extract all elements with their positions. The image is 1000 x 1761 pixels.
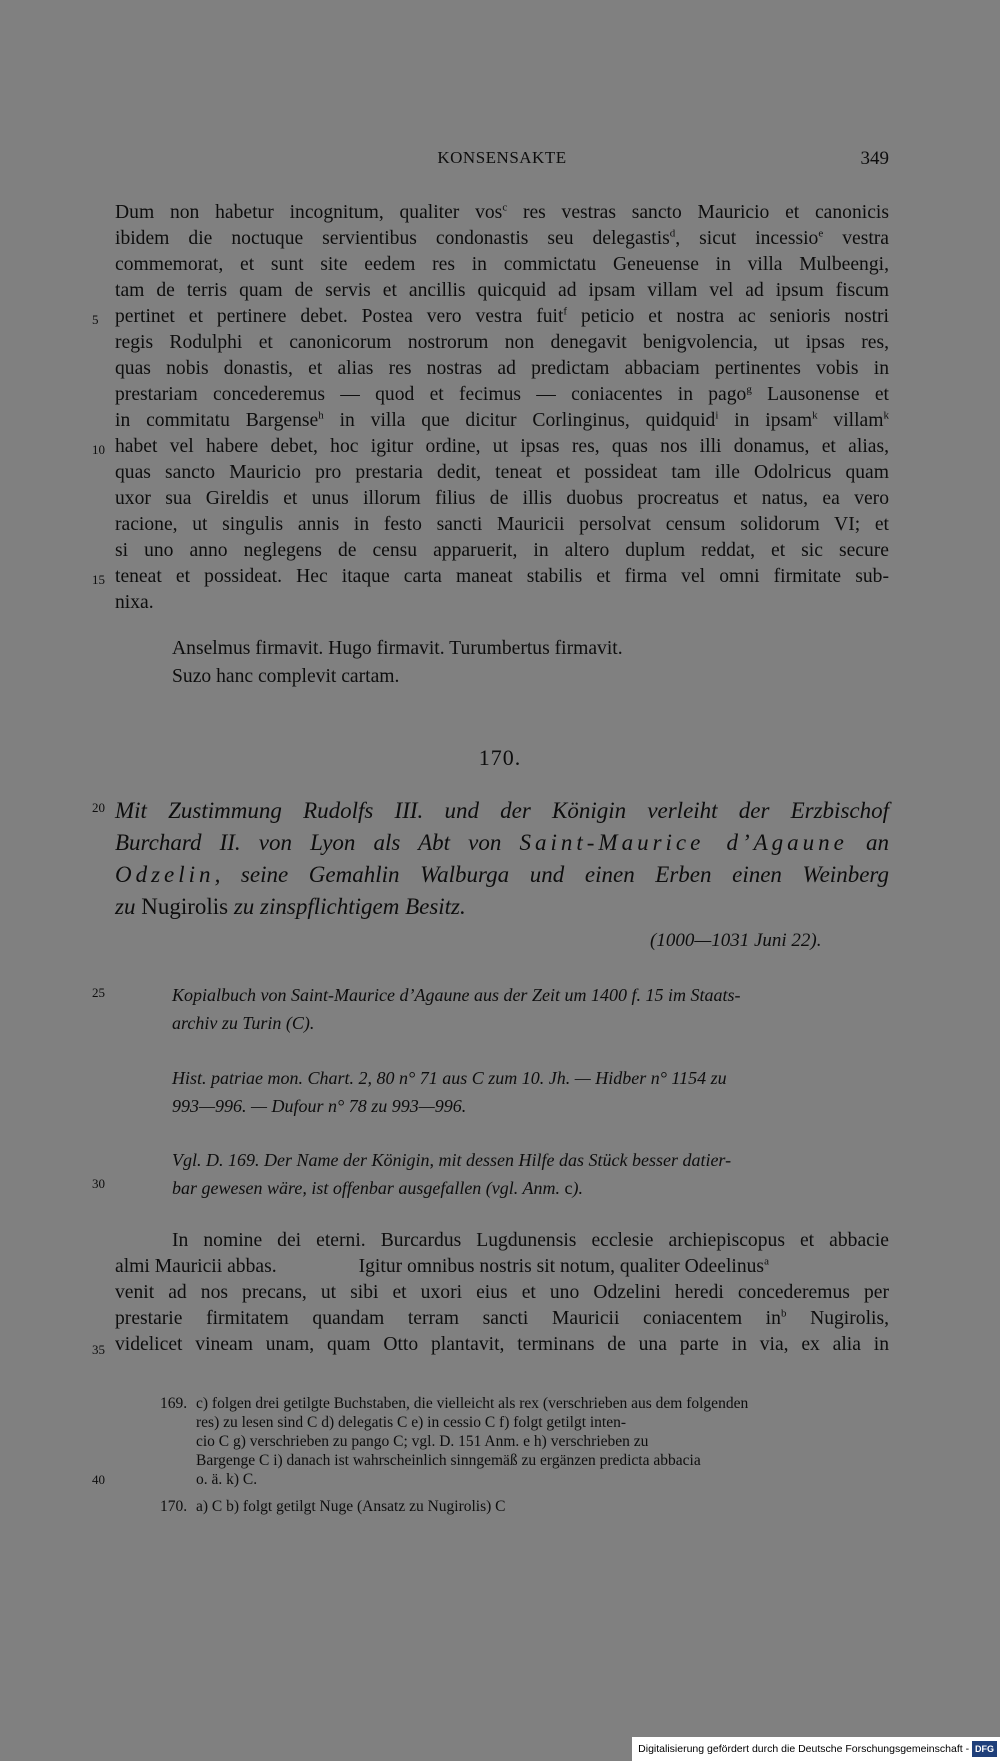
text-line: uxor sua Gireldis et unus illorum filius de illis duobus procreatus et natus, ea vero bbox=[115, 488, 889, 509]
text-line: tam de terris quam de servis et ancillis quicquid ad ipsam villam vel ad ipsum fiscum bbox=[115, 280, 889, 301]
text-line: regis Rodulphi et canonicorum nostrorum non denegavit benigvolencia, ut ipsas res, bbox=[115, 332, 889, 353]
remark-note: Vgl. D. 169. Der Name der Königin, mit dessen Hilfe das Stück besser datier- bar gewesen wäre, ist offenbar ausgefallen (vgl. Anm. c). bbox=[172, 1150, 732, 1198]
tradition-note: Kopialbuch von Saint-Maurice d’Agaune aus der Zeit um 1400 f. 15 im Staats- archiv zu Turin (C). bbox=[172, 985, 741, 1033]
dfg-logo: DFG bbox=[972, 1741, 997, 1757]
running-header bbox=[115, 148, 889, 178]
text-line: videlicet vineam unam, quam Otto plantavit, terminans de una parte in via, ex alia in bbox=[115, 1334, 889, 1355]
text-line: pertinet et pertinere debet. Postea vero vestra fuit$^f$ peticio et nostra ac senioris nostri bbox=[115, 305, 889, 327]
text-line: racione, ut singulis annis in festo sancti Mauricii persolvat censum solidorum VI; et bbox=[115, 514, 889, 535]
line-number: 15 bbox=[92, 572, 105, 587]
regest-line: zu Nugirolis zu zinspflichtigem Besitz. bbox=[115, 894, 466, 919]
text-line: quas sancto Mauricio pro prestaria dedit, teneat et possideat tam ille Odolricus quam bbox=[115, 462, 889, 483]
previous-charter-text bbox=[115, 200, 889, 630]
text-line: prestarie firmitatem quandam terram sancti Mauricii coniacentem $in^b$ Nugirolis, bbox=[115, 1307, 889, 1329]
line-number: 5 bbox=[92, 312, 99, 327]
signature-line: Suzo hanc complevit cartam. bbox=[172, 666, 400, 687]
text-line: Dum non habetur incognitum, qualiter vos$^c$ res vestras sancto Mauricio et canonicis bbox=[115, 201, 889, 223]
text-line: quas nobis donastis, et alias res nostras ad predictam abbaciam pertinentes vobis in bbox=[115, 358, 889, 379]
line-number: 10 bbox=[92, 442, 105, 457]
line-number: 20 bbox=[92, 800, 105, 815]
regest-line: Mit Zustimmung Rudolfs III. und der Königin verleiht der Erzbischof bbox=[115, 798, 889, 823]
running-title: KONSENSAKTE bbox=[437, 148, 567, 167]
text-line: almi Mauricii abbas. Igitur omnibus nostris sit notum, qualiter Odeelinus$^a$ bbox=[115, 1255, 769, 1277]
line-number: 30 bbox=[92, 1176, 105, 1191]
text-line: ibidem die noctuque servientibus condonastis seu delegastis$^d$, sicut incessio$^e$ vestra bbox=[115, 227, 890, 249]
charter-text bbox=[115, 1228, 889, 1368]
line-number: 25 bbox=[92, 985, 105, 1000]
text-line: si uno anno neglegens de censu apparuerit, in altero duplum reddat, et sic secure bbox=[115, 540, 889, 561]
text-line: venit ad nos precans, ut sibi et uxori eius et uno Odzelini heredi concederemus per bbox=[115, 1282, 889, 1303]
text-line: In nomine dei eterni. Burcardus Lugdunensis ecclesie archiepiscopus et abbacie bbox=[172, 1230, 889, 1251]
signature-line: Anselmus firmavit. Hugo firmavit. Turumbertus firmavit. bbox=[172, 638, 623, 659]
line-number: 35 bbox=[92, 1342, 105, 1357]
page-number: 349 bbox=[860, 148, 889, 169]
regest-line: Burchard II. von Lyon als Abt von Saint-Maurice d’Agaune an bbox=[115, 830, 889, 855]
funding-footer bbox=[632, 1737, 1000, 1761]
text-line: prestariam concederemus — quod et fecimus — coniacentes in pago$^g$ Lausonense et bbox=[115, 383, 889, 405]
charter-date: (1000—1031 Juni 22). bbox=[650, 930, 822, 951]
text-line: teneat et possideat. Hec itaque carta maneat stabilis et firma vel omni firmitate sub- bbox=[115, 566, 889, 587]
text-line: commemorat, et sunt site eedem res in commictatu Geneuense in villa Mulbeengi, bbox=[115, 254, 889, 275]
text-line: habet vel habere debet, hoc igitur ordine, ut ipsas res, quas nos illi donamus, et alias, bbox=[115, 436, 889, 457]
line-number: 40 bbox=[92, 1472, 105, 1487]
charter-number: 170. bbox=[478, 745, 522, 770]
text-line: in commitatu Bargense$^h$ in villa que dicitur Corlinginus, quidquid$^i$ in ipsam$^k$ villam$^k$ bbox=[115, 409, 889, 431]
footnotes-170: 170. a) C b) folgt getilgt Nuge (Ansatz zu Nugirolis) C bbox=[160, 1498, 506, 1515]
text-line: nixa. bbox=[115, 592, 154, 613]
footer-text: Digitalisierung gefördert durch die Deutsche Forschungsgemeinschaft - bbox=[638, 1743, 970, 1755]
regest-line: Odzelin, seine Gemahlin Walburga und einen Erben einen Weinberg bbox=[115, 862, 889, 887]
editions-note: Hist. patriae mon. Chart. 2, 80 n° 71 aus C zum 10. Jh. — Hidber n° 1154 zu 993—996. — Dufour n° 78 zu 993—996. bbox=[172, 1068, 727, 1116]
footnotes-169: 169. c) folgen drei getilgte Buchstaben, die vielleicht als rex (verschrieben aus dem folgenden res) zu lesen sind C d) delegatis C e) in cessio C f) folgt getilgt inten- cio C g) verschrieben zu pango C; vgl. D. 151 Anm. e h) verschrieben zu Bargenge C i) danach ist wahrscheinlich sinngemäß zu ergänzen predicta abbacia o. ä. k) C. bbox=[160, 1395, 749, 1488]
